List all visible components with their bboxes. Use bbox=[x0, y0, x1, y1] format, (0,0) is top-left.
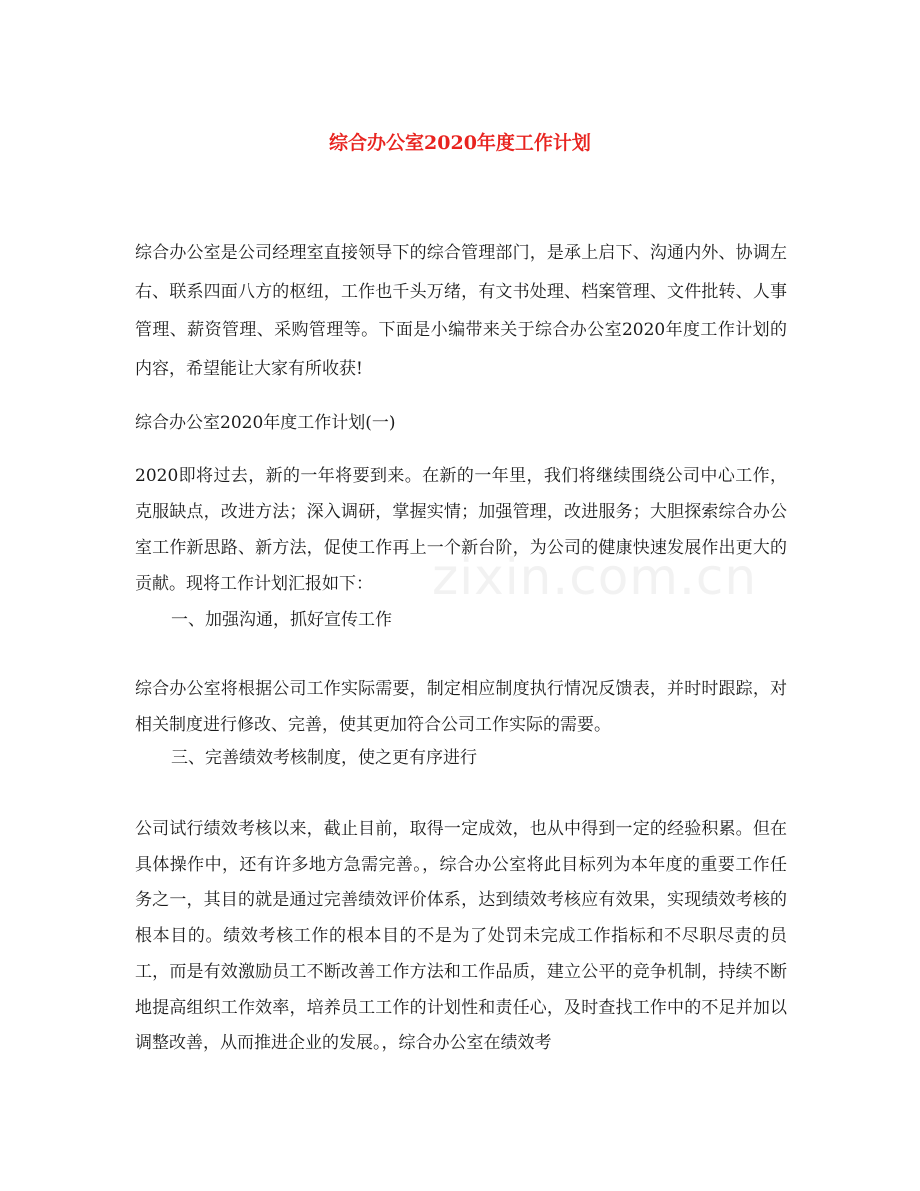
section-subtitle: 综合办公室2020年度工作计划(一) bbox=[135, 413, 396, 433]
paragraph-performance: 公司试行绩效考核以来，截止目前，取得一定成效，也从中得到一定的经验积累。但在具体操作中，还有许多地方急需完善。，综合办公室将此目标列为本年度的重要工作任务之一，其目的就是通过完善绩效评价体系，达到绩效考核应有效果，实现绩效考核的根本目的。绩效考核工作的根本目的不是为了处罚未完成工作指标和不尽职尽责的员工，而是有效激励员工不断改善工作方法和工作品质，建立公平的竞争机制，持续不断地提高组织工作效率，培养员工工作的计划性和责任心，及时查找工作中的不足并加以调整改善，从而推进企业的发展。，综合办公室在绩效考 bbox=[135, 819, 787, 1054]
paragraph-feedback: 综合办公室将根据公司工作实际需要，制定相应制度执行情况反馈表，并时时跟踪，对相关制度进行修改、完善，使其更加符合公司工作实际的需要。 bbox=[135, 679, 787, 735]
watermark: zixin.com.cn bbox=[432, 548, 758, 606]
heading-communication: 一、加强沟通，抓好宣传工作 bbox=[171, 610, 392, 630]
heading-performance: 三、完善绩效考核制度，使之更有序进行 bbox=[171, 748, 477, 768]
paragraph-overview: 2020即将过去，新的一年将要到来。在新的一年里，我们将继续围绕公司中心工作，克服缺点，改进方法；深入调研，掌握实情；加强管理，改进服务；大胆探索综合办公室工作新思路、新方法，促使工作再上一个新台阶，为公司的健康快速发展作出更大的贡献。现将工作计划汇报如下： bbox=[135, 466, 787, 594]
intro-paragraph: 综合办公室是公司经理室直接领导下的综合管理部门，是承上启下、沟通内外、协调左右、联系四面八方的枢纽，工作也千头万绪，有文书处理、档案管理、文件批转、人事管理、薪资管理、采购管理等。下面是小编带来关于综合办公室2020年度工作计划的内容，希望能让大家有所收获! bbox=[135, 243, 787, 379]
document-title: 综合办公室2020年度工作计划 bbox=[329, 132, 591, 154]
